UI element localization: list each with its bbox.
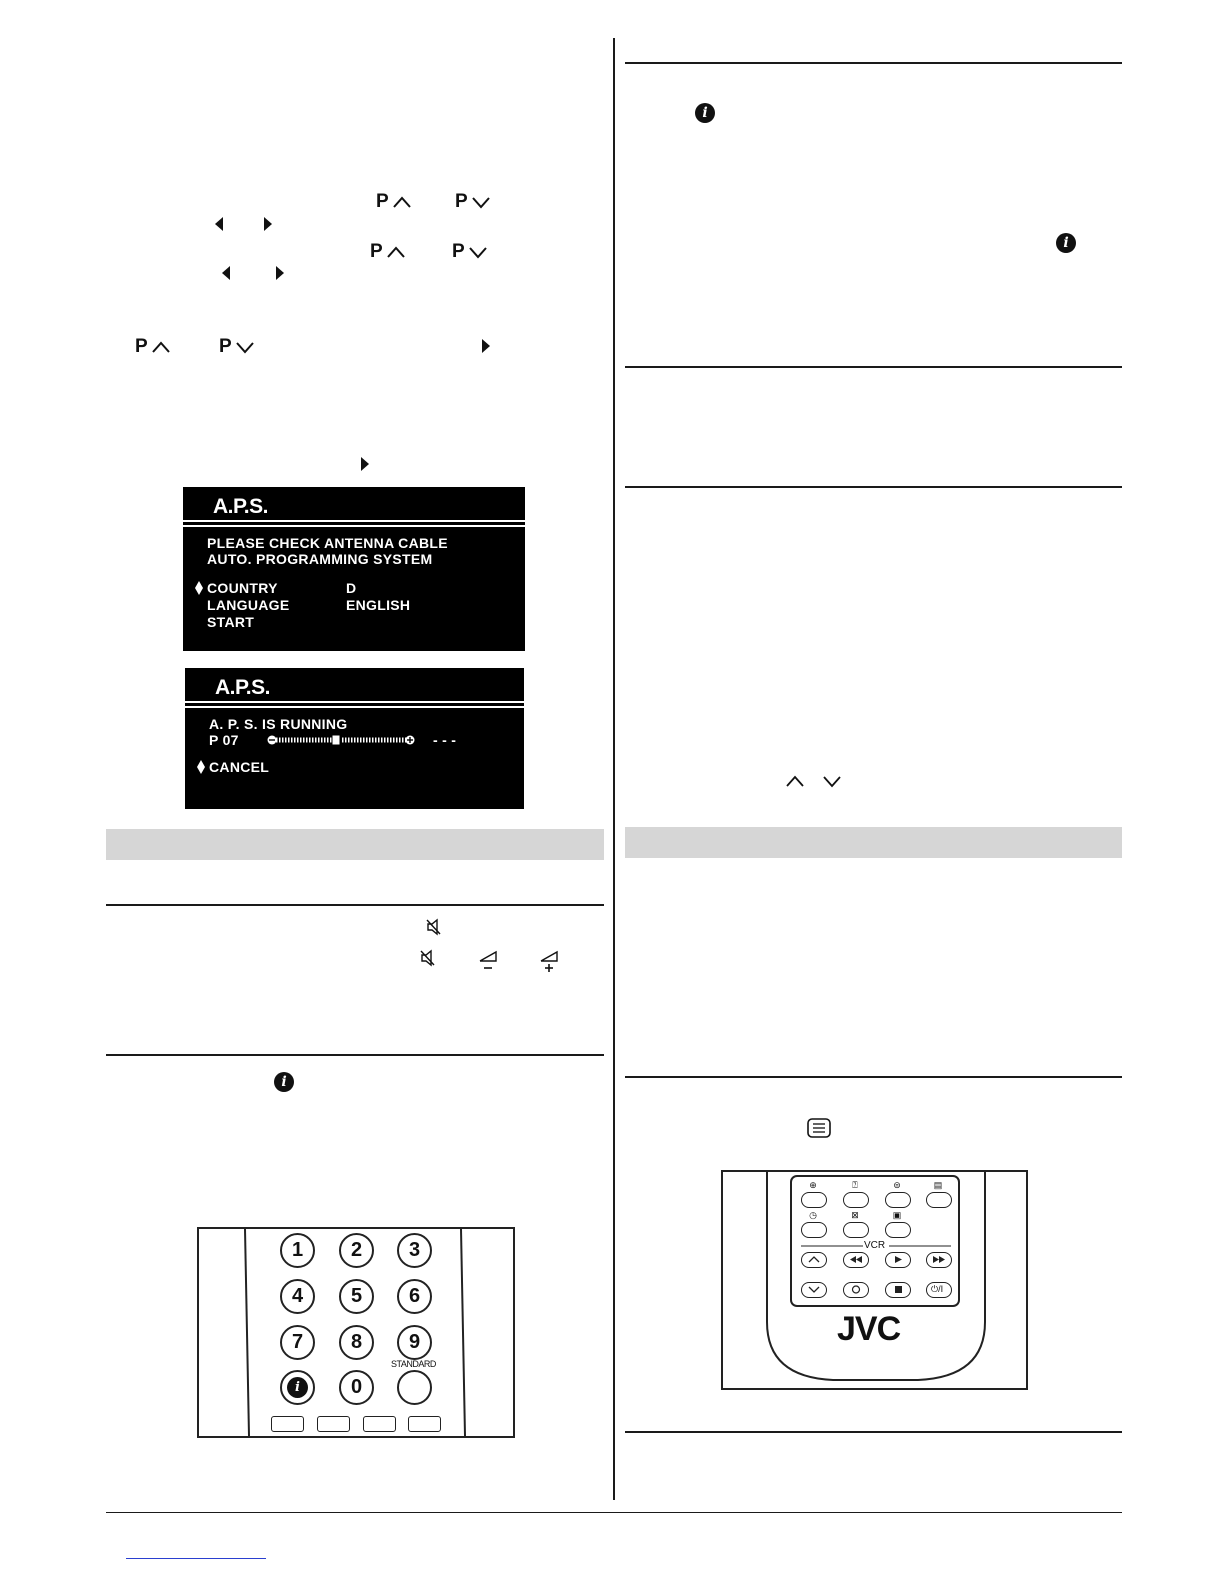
vcr-rewind-button[interactable]	[843, 1252, 869, 1268]
teletext-button[interactable]	[843, 1222, 869, 1238]
section-rule	[106, 904, 604, 906]
footer-rule	[106, 1512, 1122, 1513]
numeric-remote-illustration	[197, 1227, 515, 1438]
aps-status-text: A. P. S. IS RUNNING	[209, 716, 348, 732]
info-icon: i	[695, 103, 715, 123]
info-key[interactable]	[280, 1370, 315, 1405]
aps-dashes: - - -	[433, 732, 457, 748]
key-5[interactable]: 5	[339, 1279, 374, 1314]
selector-diamond-icon	[195, 581, 203, 595]
section-rule	[625, 62, 1122, 64]
key-8[interactable]: 8	[339, 1325, 374, 1360]
jvc-logo: JVC	[837, 1310, 901, 1348]
teletext-cancel-icon: ⊠	[851, 1210, 859, 1220]
osd-divider	[183, 520, 525, 522]
menu-item-language[interactable]: LANGUAGE	[207, 597, 290, 613]
section-rule	[106, 1054, 604, 1056]
section-rule	[625, 486, 1122, 488]
vcr-label: VCR	[864, 1240, 886, 1251]
teletext-button[interactable]	[885, 1192, 911, 1208]
aps-progress-bar	[267, 734, 415, 746]
section-rule	[625, 1076, 1122, 1078]
mute-icon	[426, 918, 442, 936]
info-icon: i	[287, 1377, 308, 1398]
teletext-size-icon: ⊜	[893, 1180, 901, 1190]
volume-down-icon	[478, 949, 500, 971]
standard-button[interactable]	[397, 1370, 432, 1405]
key-3[interactable]: 3	[397, 1233, 432, 1268]
vcr-power-button[interactable]	[926, 1282, 952, 1298]
remote-body-outline	[723, 1172, 1026, 1388]
column-divider	[613, 38, 615, 1500]
teletext-reveal-icon: ⍰	[852, 1180, 858, 1190]
teletext-index-icon: ▣	[892, 1210, 902, 1220]
cancel-option[interactable]: CANCEL	[209, 759, 270, 775]
info-icon: i	[1056, 233, 1076, 253]
aps-running-title: A.P.S.	[215, 676, 270, 699]
vcr-play-button[interactable]	[885, 1252, 911, 1268]
section-header-band	[106, 829, 604, 860]
key-1[interactable]: 1	[280, 1233, 315, 1268]
key-6[interactable]: 6	[397, 1279, 432, 1314]
teletext-button[interactable]	[801, 1192, 827, 1208]
vcr-stop-button[interactable]	[885, 1282, 911, 1298]
selector-diamond-icon	[197, 760, 205, 774]
osd-divider	[183, 525, 525, 527]
vcr-pause-button[interactable]	[843, 1282, 869, 1298]
section-rule	[625, 1431, 1122, 1433]
aps-menu-screen	[183, 487, 525, 651]
aps-menu-title: A.P.S.	[213, 495, 268, 518]
section-header-band	[625, 827, 1122, 858]
right-arrow-icon	[482, 339, 490, 353]
teletext-mode-icon: ▤	[933, 1180, 943, 1190]
teletext-update-icon: ◷	[809, 1210, 817, 1220]
teletext-hold-icon: ⊕	[809, 1180, 817, 1190]
key-0[interactable]: 0	[339, 1370, 374, 1405]
left-arrow-icon	[215, 217, 223, 231]
key-2[interactable]: 2	[339, 1233, 374, 1268]
teletext-button[interactable]	[801, 1222, 827, 1238]
section-rule	[625, 366, 1122, 368]
menu-value-country: D	[346, 580, 357, 596]
right-arrow-icon	[361, 457, 369, 471]
yellow-button[interactable]	[363, 1416, 396, 1432]
teletext-icon	[807, 1118, 831, 1138]
osd-divider	[185, 706, 524, 708]
menu-value-language: ENGLISH	[346, 597, 411, 613]
teletext-button[interactable]	[926, 1192, 952, 1208]
key-9[interactable]: 9	[397, 1325, 432, 1360]
right-arrow-icon	[264, 217, 272, 231]
standard-label: STANDARD	[391, 1359, 436, 1369]
left-arrow-icon	[222, 266, 230, 280]
vcr-channel-down-button[interactable]	[801, 1282, 827, 1298]
aps-running-screen	[185, 668, 524, 809]
vcr-channel-up-button[interactable]	[801, 1252, 827, 1268]
chevron-up-icon	[785, 774, 805, 788]
power-icon: ⏻/I	[931, 1284, 944, 1294]
key-7[interactable]: 7	[280, 1325, 315, 1360]
vcr-remote-illustration	[721, 1170, 1028, 1390]
menu-item-start[interactable]: START	[207, 614, 255, 630]
teletext-button[interactable]	[885, 1222, 911, 1238]
mute-icon	[420, 949, 436, 967]
vcr-fast-forward-button[interactable]	[926, 1252, 952, 1268]
volume-up-icon	[539, 949, 561, 973]
green-button[interactable]	[317, 1416, 350, 1432]
blue-button[interactable]	[408, 1416, 441, 1432]
info-icon: i	[274, 1072, 294, 1092]
menu-item-country[interactable]: COUNTRY	[207, 580, 278, 596]
osd-divider	[185, 701, 524, 703]
aps-warning-text: PLEASE CHECK ANTENNA CABLE	[207, 535, 448, 551]
aps-program-number: P 07	[209, 732, 239, 748]
key-4[interactable]: 4	[280, 1279, 315, 1314]
chevron-down-icon	[822, 774, 842, 788]
right-arrow-icon	[276, 266, 284, 280]
red-button[interactable]	[271, 1416, 304, 1432]
aps-system-text: AUTO. PROGRAMMING SYSTEM	[207, 551, 433, 567]
footer-link-underline	[126, 1558, 266, 1559]
teletext-button[interactable]	[843, 1192, 869, 1208]
